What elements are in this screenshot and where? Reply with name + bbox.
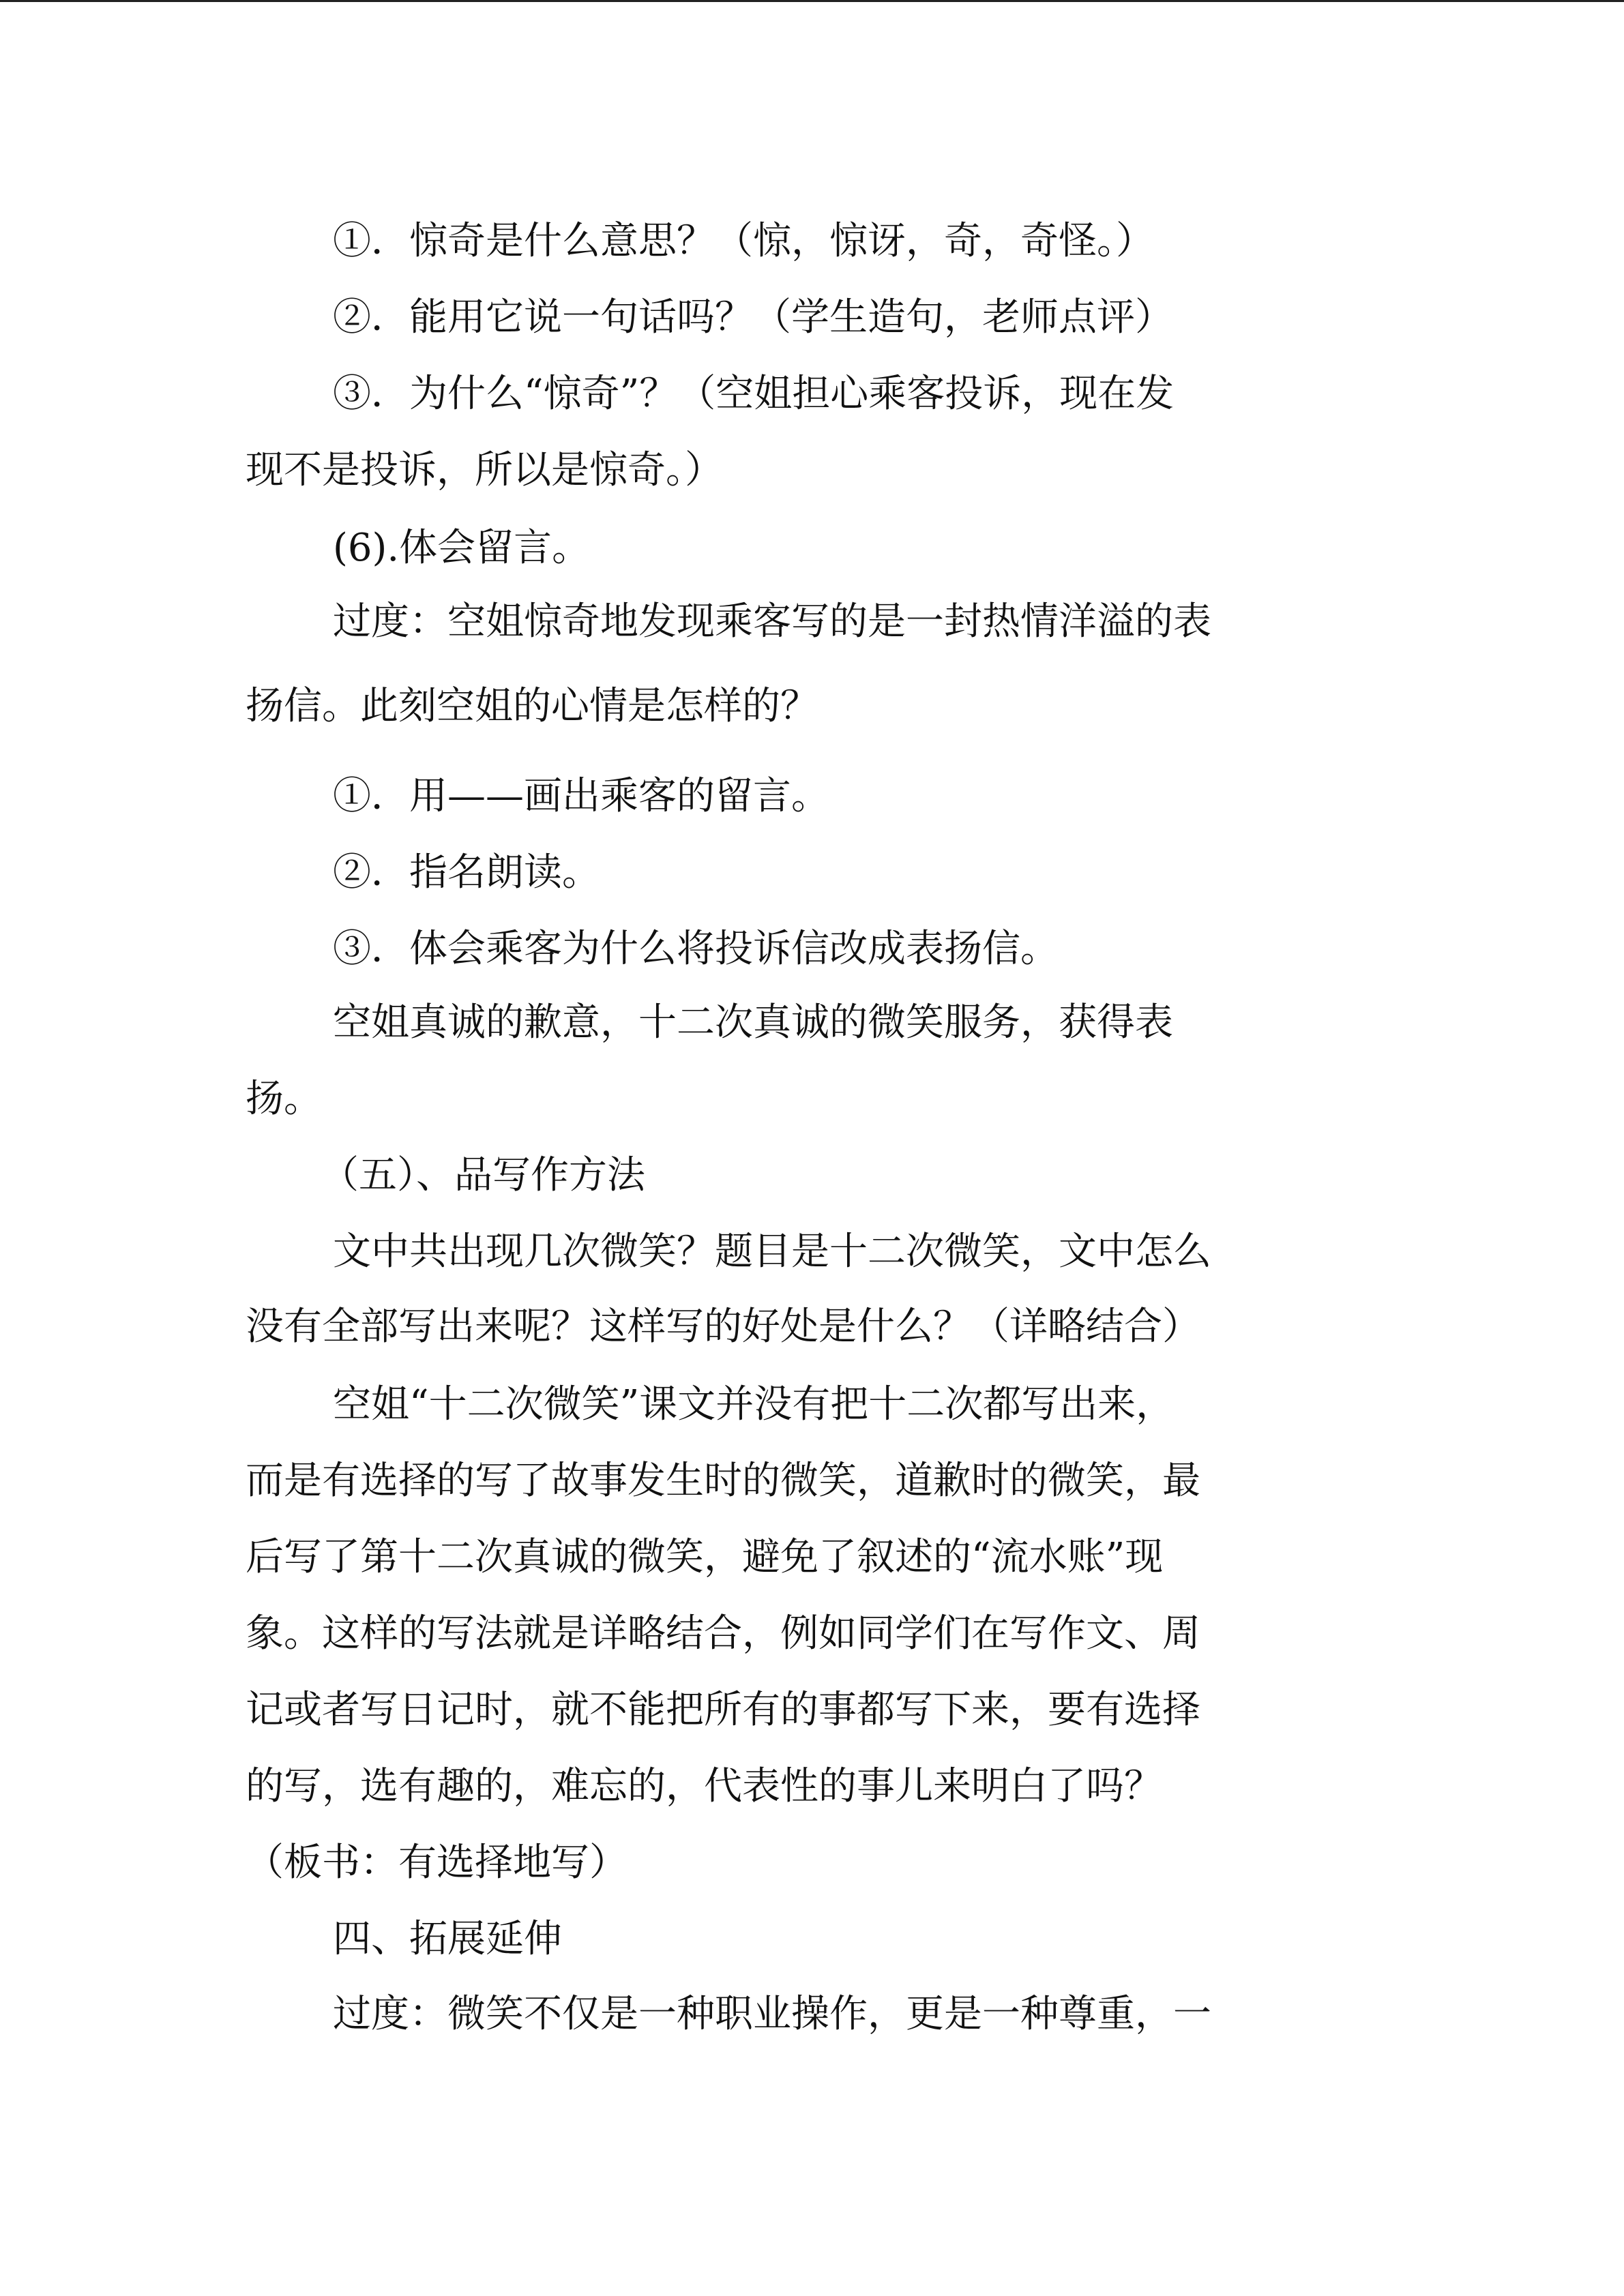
text-line-19: 象。这样的写法就是详略结合，例如同学们在写作文、周 [246, 1611, 1200, 1656]
text-line-1: ①．惊奇是什么意思？（惊，惊讶，奇，奇怪。） [333, 219, 1154, 263]
text-line-11: 空姐真诚的歉意，十二次真诚的微笑服务，获得表 [333, 1000, 1173, 1045]
document-page [246, 0, 1337, 2296]
text-line-12: 扬。 [246, 1077, 322, 1121]
text-line-10: ③．体会乘客为什么将投诉信改成表扬信。 [333, 927, 1059, 971]
text-line-2: ②．能用它说一句话吗？（学生造句，老师点评） [333, 295, 1173, 340]
text-line-18: 后写了第十二次真诚的微笑，避免了叙述的“流水账”现 [246, 1535, 1164, 1579]
text-line-5: (6).体会留言。 [333, 526, 591, 570]
section-heading-writing-method: （五）、品写作方法 [321, 1153, 645, 1197]
text-line-9: ②．指名朗读。 [333, 850, 600, 895]
text-line-21: 的写，选有趣的，难忘的，代表性的事儿来明白了吗？ [246, 1764, 1162, 1808]
text-line-7: 扬信。此刻空姐的心情是怎样的？ [246, 684, 818, 728]
text-line-15: 没有全部写出来呢？这样写的好处是什么？（详略结合） [246, 1304, 1200, 1349]
text-line-8: ①．用——画出乘客的留言。 [333, 774, 829, 818]
text-line-22: （板书：有选择地写） [246, 1840, 628, 1885]
text-line-16: 空姐“十二次微笑”课文并没有把十二次都写出来， [333, 1382, 1175, 1427]
text-line-14: 文中共出现几次微笑？题目是十二次微笑，文中怎么 [333, 1229, 1211, 1274]
text-line-6: 过度：空姐惊奇地发现乘客写的是一封热情洋溢的表 [333, 599, 1211, 644]
text-line-3: ③．为什么“惊奇”？（空姐担心乘客投诉，现在发 [333, 372, 1175, 416]
text-line-4: 现不是投诉，所以是惊奇。） [246, 448, 723, 492]
text-line-17: 而是有选择的写了故事发生时的微笑，道歉时的微笑，最 [246, 1459, 1200, 1503]
text-line-24: 过度：微笑不仅是一种职业操作，更是一种尊重，一 [333, 1992, 1211, 2036]
text-line-20: 记或者写日记时，就不能把所有的事都写下来，要有选择 [246, 1688, 1200, 1732]
section-heading-extension: 四、拓展延伸 [333, 1917, 562, 1961]
